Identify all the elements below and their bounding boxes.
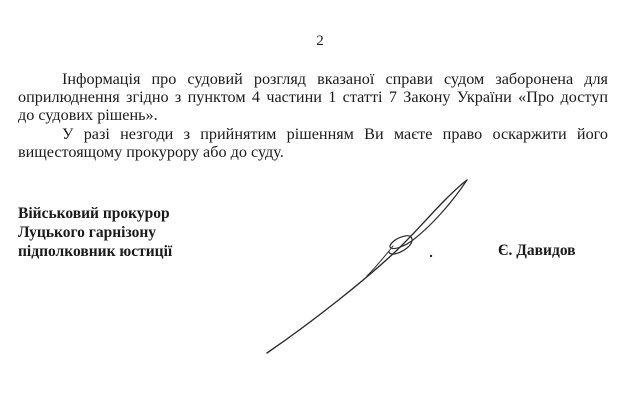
paragraph-line: вищестоящому прокурору або до суду. xyxy=(18,143,284,161)
signatory-title xyxy=(18,204,172,261)
paragraph-line: Інформація про судовий розгляд вказаної справи судом заборонена для xyxy=(62,70,608,88)
signer-name: Є. Давидов xyxy=(498,242,576,259)
paragraph-line: оприлюднення згідно з пунктом 4 частини 1 статті 7 Закону України «Про доступ xyxy=(18,88,608,106)
signatory-title-line: Військовий прокурор xyxy=(18,205,170,222)
paragraph-line: до судових рішень». xyxy=(18,106,158,124)
paragraph-line: У разі незгоди з прийнятим рішенням Ви маєте право оскаржити його xyxy=(62,125,608,143)
signatory-title-line: Луцького гарнізону xyxy=(18,224,157,241)
paragraph-court-info xyxy=(18,70,608,124)
page-number: 2 xyxy=(316,33,324,49)
handwritten-signature xyxy=(255,170,495,370)
paragraph-appeal-right xyxy=(18,125,608,161)
signatory-title-line: підполковник юстиції xyxy=(18,243,173,260)
